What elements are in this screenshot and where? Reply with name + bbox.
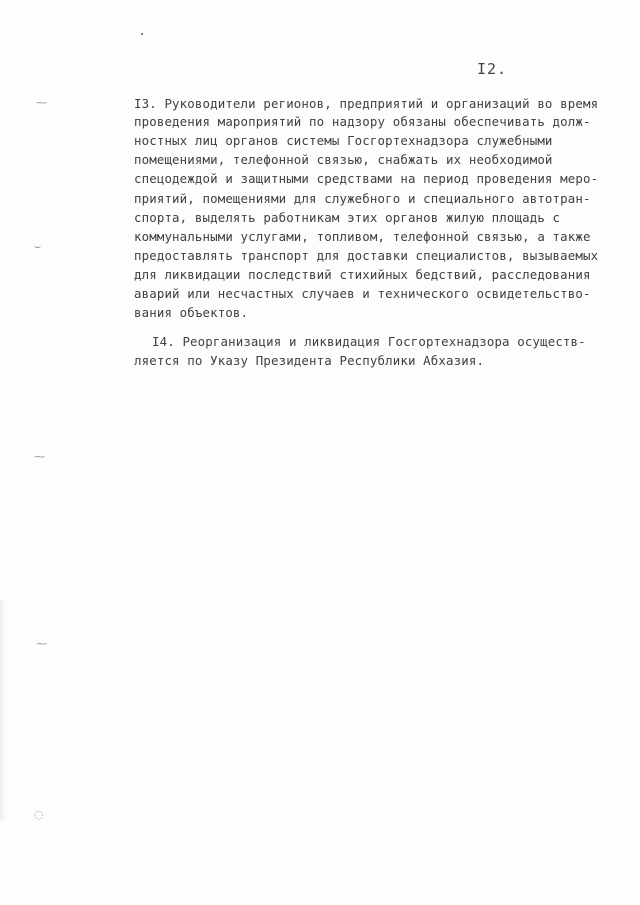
paragraph-13-line: приятий, помещениями для служебного и специального автотран- <box>134 191 591 206</box>
scan-edge-shadow <box>0 600 6 820</box>
margin-scan-mark: ⁓ <box>36 637 47 650</box>
margin-scan-mark: ⁓ <box>34 450 45 463</box>
paragraph-14-line: I4. Реорганизация и ликвидация Госгортехнадзора осуществ- <box>152 334 586 349</box>
paper-speck <box>141 33 143 35</box>
paragraph-13-line: для ликвидации последствий стихийных бедствий, расследования <box>134 267 591 282</box>
paragraph-13-line: ностных лиц органов системы Госгортехнадзора служебными <box>134 133 553 148</box>
margin-scan-mark: ⌣ <box>34 240 42 253</box>
paragraph-13-line: проведения мароприятий по надзору обязаны обеспечивать долж- <box>134 114 591 129</box>
margin-scan-mark: ◌ <box>34 808 44 821</box>
margin-scan-mark: ⁓ <box>36 96 47 109</box>
paragraph-13-line: коммунальными услугами, топливом, телефонной связью, а также <box>134 229 591 244</box>
paragraph-13-line: спорта, выделять работникам этих органов жилую площадь с <box>134 210 561 225</box>
paragraph-13-line: помещениями, телефонной связью, снабжать их необходимой <box>134 152 553 167</box>
paragraph-13-line: предоставлять транспорт для доставки специалистов, вызываемых <box>134 248 599 263</box>
paragraph-13-line: вания объектов. <box>134 305 249 320</box>
paragraph-13-line: аварий или несчастных случаев и технического освидетельство- <box>134 286 591 301</box>
paragraph-13-line: спецодеждой и защитными средствами на период проведения меро- <box>134 171 599 186</box>
paragraph-13-line: I3. Руководители регионов, предприятий и организаций во время <box>134 96 599 111</box>
page-number: I2. <box>477 60 508 78</box>
paragraph-14-line: ляется по Указу Президента Республики Абхазия. <box>134 353 485 368</box>
